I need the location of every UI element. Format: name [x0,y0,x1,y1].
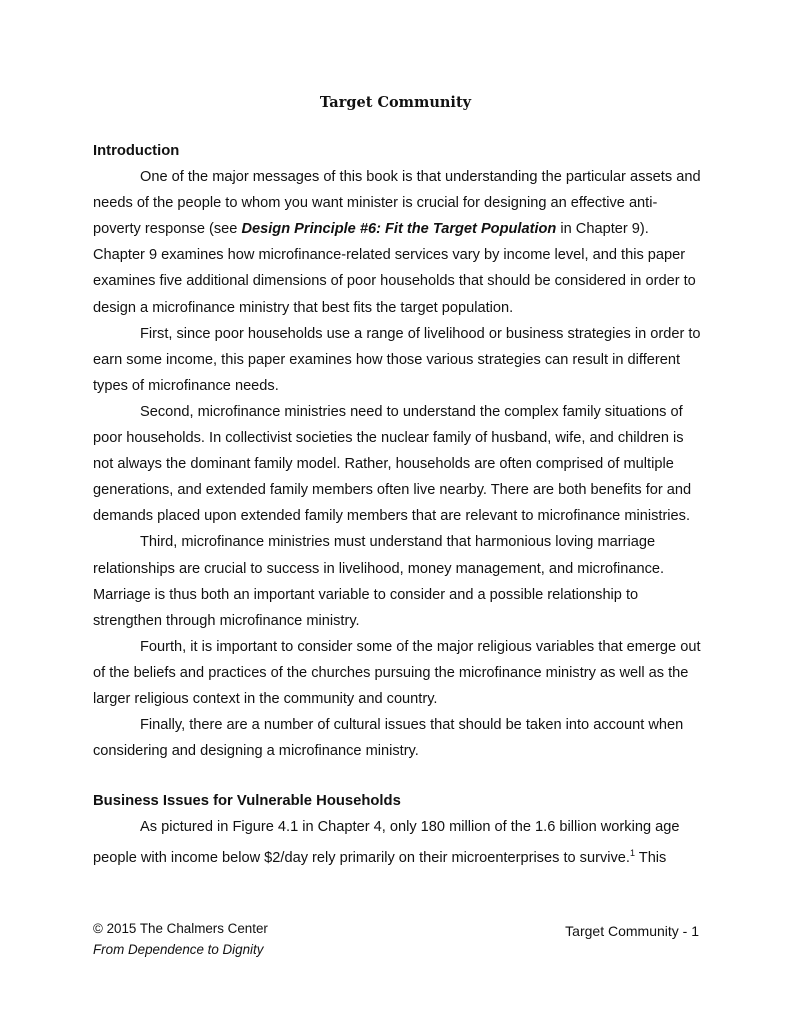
paragraph-text: One of the major messages of this book is that understanding the particular assets and needs of the people to whom you want minister is crucial for designing an effective anti-poverty response (see [93,169,701,238]
book-title: From Dependence to Dignity [93,942,264,957]
page-number-label: Target Community - 1 [565,923,699,939]
footnote-marker[interactable]: 1 [629,848,635,859]
paragraph-intro-1 [93,164,703,321]
paragraph-intro-5: Fourth, it is important to consider some of the major religious variables that emerge out of the beliefs and practices of the churches pursuing the microfinance ministry as well as the larger religious context in the community and country. [93,638,701,707]
document-body [93,138,703,871]
paragraph-intro-4: Third, microfinance ministries must understand that harmonious loving marriage relationships are crucial to success in livelihood, money management, and microfinance. Marriage is thus both an important variable to consider and a possible relationship to strengthen through microfinance ministry. [93,534,665,629]
paragraph-text: This [634,850,667,867]
copyright-notice: © 2015 The Chalmers Center [93,921,268,936]
section-heading-business-issues: Business Issues for Vulnerable Households [93,793,401,810]
design-principle-reference: Design Principle #6: Fit the Target Population [241,221,557,238]
footer-left [93,918,268,960]
paragraph-text: in Chapter 9). Chapter 9 examines how microfinance-related services vary by income level, and this paper examines five additional dimensions of poor households that should be considered in order to design a microfinance ministry that best fits the target population. [93,221,696,316]
paragraph-text: As pictured in Figure 4.1 in Chapter 4, only 180 million of the 1.6 billion working age people with income below $2/day rely primarily on their microenterprises to survive. [93,819,680,867]
paragraph-intro-2: First, since poor households use a range of livelihood or business strategies in order to earn some income, this paper examines how those various strategies can result in different types of microfinance needs. [93,325,701,394]
paragraph-business-1 [93,814,703,871]
paragraph-intro-6: Finally, there are a number of cultural issues that should be taken into account when considering and designing a microfinance ministry. [93,717,684,760]
page-title: Target Community [319,94,472,111]
section-heading-introduction: Introduction [93,143,180,159]
paragraph-intro-3: Second, microfinance ministries need to understand the complex family situations of poor households. In collectivist societies the nuclear family of husband, wife, and children is not always the dominant family model. Rather, households are often comprised of multiple generations, and extended family members often live nearby. There are both benefits for and demands placed upon extended family members that are relevant to microfinance ministries. [93,403,692,525]
